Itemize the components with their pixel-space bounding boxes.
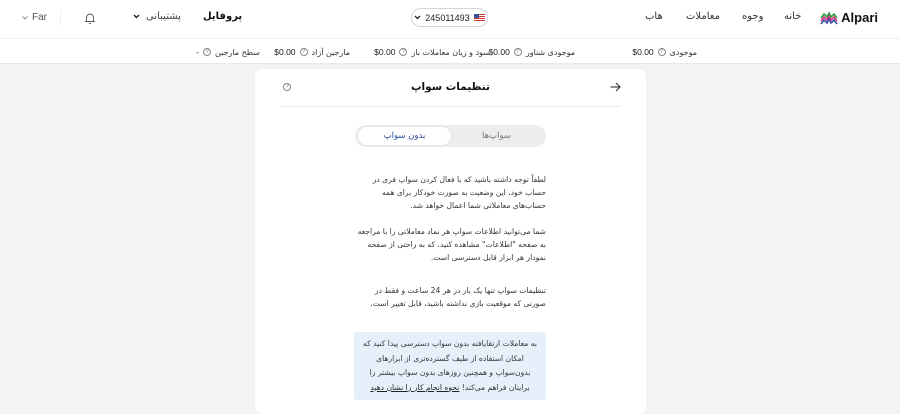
stat-margin-level: سطح مارجین ? - [196, 47, 260, 57]
account-number: 245011493 [425, 12, 470, 23]
language-selector[interactable] [22, 12, 47, 23]
top-navigation-bar [0, 0, 900, 38]
stat-free-margin: مارجین آزاد ? $0.00 [274, 47, 350, 57]
help-icon[interactable]: ? [300, 48, 308, 56]
help-icon[interactable]: ? [514, 48, 522, 56]
chevron-down-icon [22, 16, 28, 20]
title-divider [280, 106, 621, 107]
help-icon[interactable]: ? [283, 83, 291, 91]
language-label: Far [32, 12, 47, 23]
tab-swaps[interactable]: سواپ‌ها [482, 131, 511, 141]
notice-paragraph-2: شما می‌توانید اطلاعات سواپ هر نماد معاملاتی را با مراجعه به صفحه "اطلاعات" مشاهده کنید. که به راحتی از صفحه نمودار هر ابزار قابل دسترسی است. [357, 227, 546, 262]
swap-mode-toggle [355, 125, 546, 147]
stat-open-pnl: سود و زیان معاملات باز ? $0.00 [374, 47, 490, 57]
stat-equity: موجودی شناور ? $0.00 [488, 47, 575, 57]
nav-trading[interactable]: معاملات [686, 11, 720, 22]
account-stats-bar [0, 38, 900, 64]
nav-home[interactable]: خانه [784, 11, 802, 22]
chevron-down-icon [133, 14, 140, 19]
nav-hub[interactable]: هاب [645, 11, 663, 22]
nav-funds[interactable]: وجوه [742, 11, 764, 22]
support-label: پشتیبانی [146, 11, 181, 22]
help-icon[interactable]: ? [658, 48, 666, 56]
alpari-logo[interactable] [820, 10, 878, 25]
alpari-logo-icon [820, 11, 838, 25]
notice-paragraph-3: تنظیمات سواپ تنها یک بار در هر 24 ساعت و فقط در صورتی که موقعیت بازی نداشته باشید، قابل تغییر است. [370, 286, 546, 308]
stat-balance: موجودی ? $0.00 [632, 47, 697, 57]
info-text: به معاملات ارتقایافته بدون سواپ‌ دسترسی پیدا کنید که امکان استفاده از طیف گسترده‌تری از ابزارهای بدون‌سواپ و همچنین روزهای بدون سواپ بیشتر را برایتان فراهم می‌کند! [363, 339, 537, 392]
notice-paragraph-1: لطفاً توجه داشته باشید که با فعال کردن سواپ فری در حساب خود، این وضعیت به صورت خودکار برای همه حساب‌های معاملاتی شما اعمال خواهد شد. [372, 175, 546, 210]
us-flag-icon [474, 14, 485, 22]
profile-link[interactable]: پروفایل [203, 11, 243, 22]
chevron-down-icon [414, 15, 421, 20]
help-icon[interactable]: ? [203, 48, 211, 56]
swap-settings-card [255, 69, 646, 414]
tab-swap-free[interactable]: بدون سواپ [358, 127, 451, 145]
bell-icon[interactable] [84, 12, 96, 25]
page-title: تنظیمات سواپ [411, 81, 490, 93]
header-divider [60, 10, 61, 26]
info-banner [354, 332, 546, 400]
help-icon[interactable]: ? [399, 48, 407, 56]
account-selector[interactable] [411, 8, 488, 27]
show-how-link[interactable]: نحوه انجام کار را نشان دهید [370, 382, 460, 392]
logo-text: Alpari [841, 10, 878, 25]
support-dropdown[interactable] [133, 11, 181, 22]
